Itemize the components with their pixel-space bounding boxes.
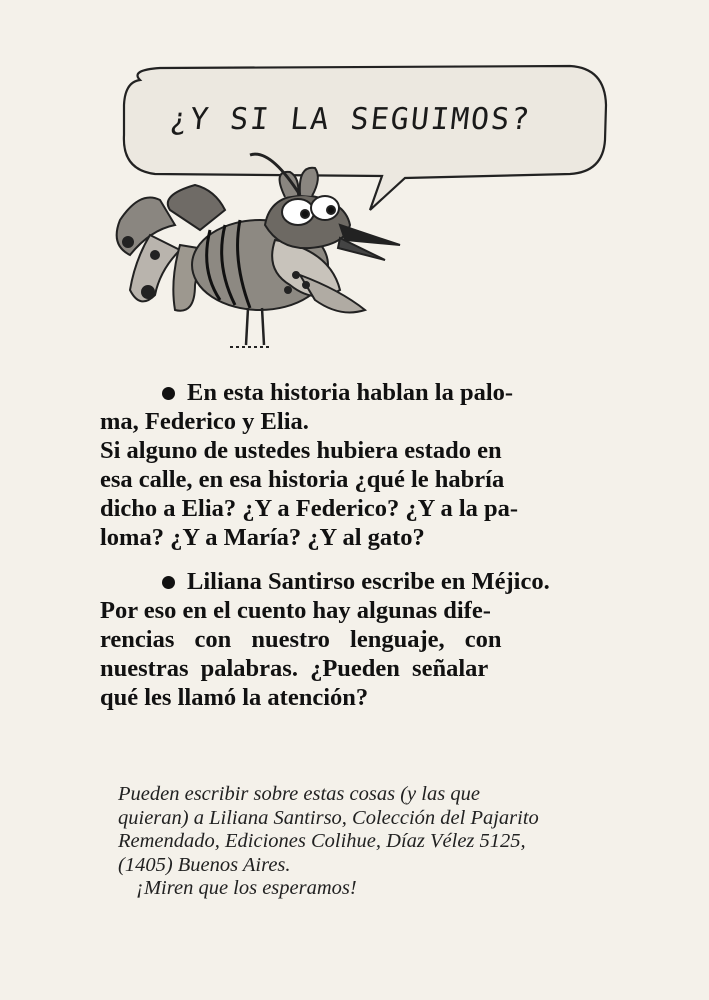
question-1-line: En esta historia hablan la palo- xyxy=(100,378,608,407)
question-2 xyxy=(100,567,608,712)
questions xyxy=(100,378,608,727)
footer-line: (1405) Buenos Aires. xyxy=(118,853,291,876)
question-1-line: dicho a Elia? ¿Y a Federico? ¿Y a la pa- xyxy=(100,495,519,522)
footer-line: Pueden escribir sobre estas cosas (y las que xyxy=(118,783,480,805)
question-2-line: nuestras palabras. ¿Pueden señalar xyxy=(100,655,489,682)
question-2-line: Liliana Santirso escribe en Méjico. xyxy=(100,567,608,596)
question-1-line: esa calle, en esa historia ¿qué le habría xyxy=(100,466,505,493)
footer-closing: ¡Miren que los esperamos! xyxy=(136,877,357,899)
question-2-line: qué les llamó la atención? xyxy=(100,684,369,711)
rooster xyxy=(117,154,400,347)
footer-line: Remendado, Ediciones Colihue, Díaz Vélez 5125, xyxy=(118,830,526,852)
bullet-icon xyxy=(162,576,175,589)
question-2-line: rencias con nuestro lenguaje, con xyxy=(100,626,502,653)
question-1-line: Si alguno de ustedes hubiera estado en xyxy=(100,437,502,464)
question-1-line: loma? ¿Y a María? ¿Y al gato? xyxy=(100,524,425,551)
question-1 xyxy=(100,378,608,552)
footer-note xyxy=(118,783,608,901)
question-1-line: ma, Federico y Elia. xyxy=(100,408,309,435)
bullet-icon xyxy=(162,387,175,400)
footer-line: quieran) a Liliana Santirso, Colección del Pajarito xyxy=(118,806,539,829)
question-2-line: Por eso en el cuento hay algunas dife- xyxy=(100,597,491,624)
speech-bubble-text: ¿Y SI LA SEGUIMOS? xyxy=(168,102,533,137)
